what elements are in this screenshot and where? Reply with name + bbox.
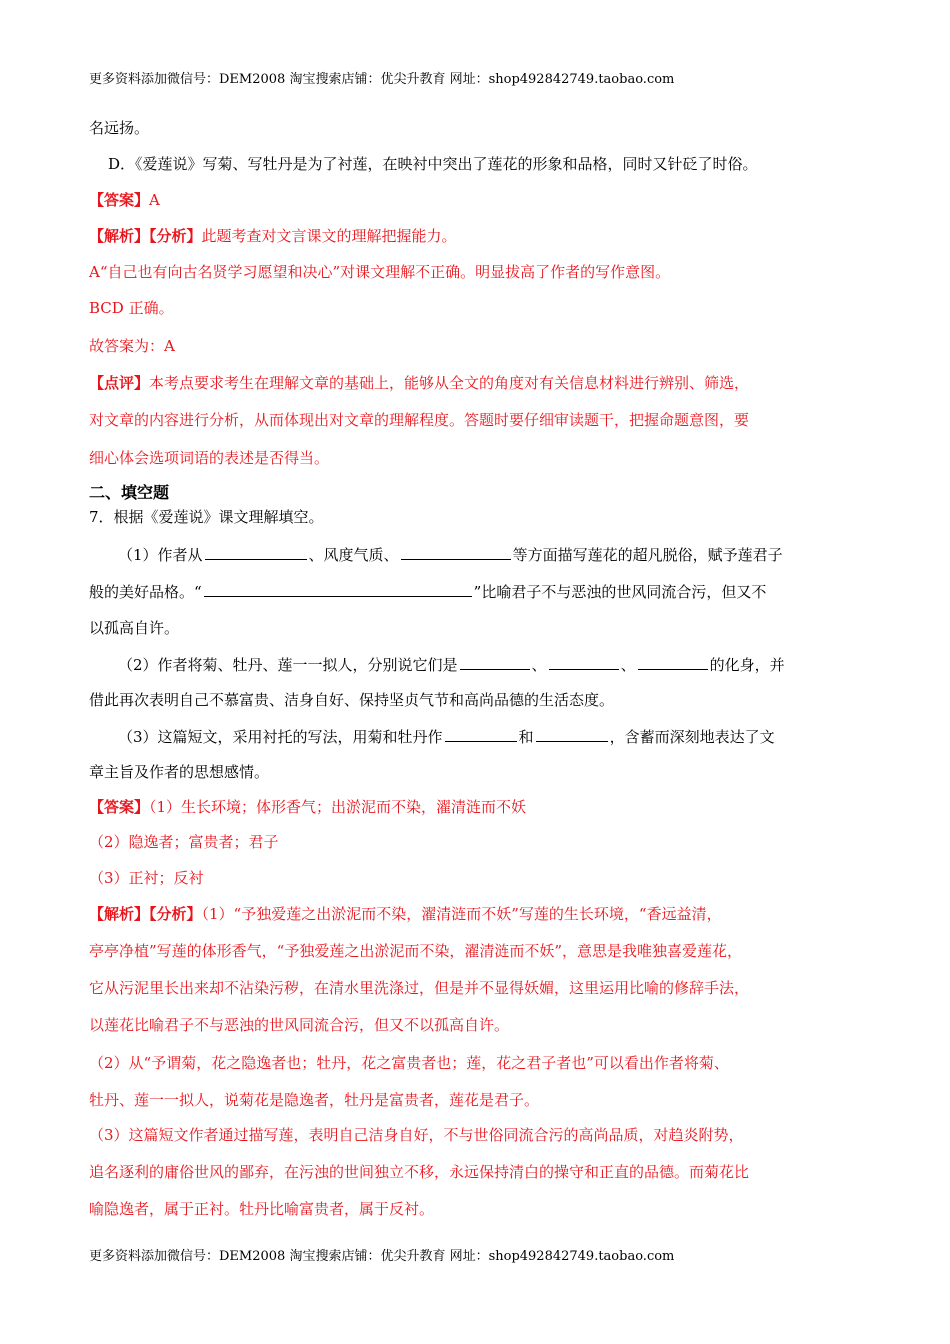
q7-answer-3: （3）正衬；反衬 xyxy=(89,869,204,887)
text: ，含蓄而深刻地表达了文 xyxy=(609,728,775,746)
text: 、 xyxy=(620,656,636,674)
q6-analysis xyxy=(89,226,457,246)
analysis-tag: 【解析】【分析】 xyxy=(89,905,202,923)
analysis-text: 此题考查对文言课文的理解把握能力。 xyxy=(201,227,457,245)
blank-7[interactable] xyxy=(445,726,517,742)
q7-analysis-2-2: 牡丹、莲一一拟人，说菊花是隐逸者，牡丹是富贵者，莲花是君子。 xyxy=(89,1091,540,1109)
q7-analysis-1-4: 以莲花比喻君子不与恶浊的世风同流合污，但又不以孤高自许。 xyxy=(89,1016,510,1034)
blank-3[interactable] xyxy=(204,581,472,597)
q7-answer-1 xyxy=(89,797,526,817)
q6-answer xyxy=(89,190,160,210)
page-footer: 更多资料添加微信号：DEM2008 淘宝搜索店铺：优尖升教育 网址：shop492842749.taobao.com xyxy=(89,1249,675,1264)
q7-analysis-1-3: 它从污泥里长出来却不沾染污秽，在清水里洗涤过，但是并不显得妖媚，这里运用比喻的修辞手法， xyxy=(89,979,750,997)
q6-comment-2: 对文章的内容进行分析，从而体现出对文章的理解程度。答题时要仔细审读题干，把握命题意图，要 xyxy=(89,411,750,429)
text: 等方面描写莲花的超凡脱俗，赋予莲君子 xyxy=(512,546,783,564)
blank-1[interactable] xyxy=(205,544,307,560)
text: 的化身，并 xyxy=(709,656,785,674)
page-header: 更多资料添加微信号：DEM2008 淘宝搜索店铺：优尖升教育 网址：shop492842749.taobao.com xyxy=(89,72,675,87)
q6-a-line: A“自己也有向古名贤学习愿望和决心”对课文理解不正确。明显拔高了作者的写作意图。 xyxy=(89,263,671,281)
text: 般的美好品格。“ xyxy=(89,583,202,601)
q7-analysis-3-1: （3）这篇短文作者通过描写莲，表明自己洁身自好，不与世俗同流合污的高尚品质，对趋炎附势， xyxy=(89,1126,744,1144)
blank-2[interactable] xyxy=(401,544,511,560)
q7-part3-line2: 章主旨及作者的思想感情。 xyxy=(89,763,270,781)
q7-analysis-3-2: 追名逐利的庸俗世风的鄙弃，在污浊的世间独立不移，永远保持清白的操守和正直的品德。而菊花比 xyxy=(89,1163,750,1181)
blank-4[interactable] xyxy=(460,654,530,670)
analysis-tag: 【解析】【分析】 xyxy=(89,227,202,245)
text: （1）作者从 xyxy=(118,546,203,564)
q6-conclusion: 故答案为：A xyxy=(89,337,175,355)
q6-comment-3: 细心体会选项词语的表述是否得当。 xyxy=(89,449,330,467)
q7-part1-line2 xyxy=(89,581,766,602)
q7-part1-line1 xyxy=(118,544,783,565)
blank-6[interactable] xyxy=(638,654,708,670)
q6-continuation: 名远扬。 xyxy=(89,119,150,137)
text: （3）这篇短文，采用衬托的写法，用菊和牡丹作 xyxy=(118,728,443,746)
section-title: 二、填空题 xyxy=(89,483,170,502)
comment-text: 本考点要求考生在理解文章的基础上，能够从全文的角度对有关信息材料进行辨别、筛选， xyxy=(149,374,750,392)
q6-option-d: D．《爱莲说》写菊、写牡丹是为了衬莲，在映衬中突出了莲花的形象和品格，同时又针砭了时俗。 xyxy=(108,155,758,173)
q7-part1-line3: 以孤高自许。 xyxy=(89,619,180,637)
text: 、 xyxy=(531,656,547,674)
q7-part3-line1 xyxy=(118,726,775,747)
text: （2）作者将菊、牡丹、莲一一拟人，分别说它们是 xyxy=(118,656,458,674)
q7-analysis-1-2: 亭亭净植”写莲的体形香气，“予独爱莲之出淤泥而不染，濯清涟而不妖”，意思是我唯独喜爱莲花， xyxy=(89,942,743,960)
blank-5[interactable] xyxy=(549,654,619,670)
comment-tag: 【点评】 xyxy=(89,374,150,392)
answer-text: （1）生长环境；体形香气；出淤泥而不染，濯清涟而不妖 xyxy=(149,798,527,816)
q7-part2-line1 xyxy=(118,654,785,675)
text: ”比喻君子不与恶浊的世风同流合污，但又不 xyxy=(473,583,767,601)
q6-comment-1 xyxy=(89,373,749,393)
text: 、风度气质、 xyxy=(308,546,399,564)
q7-analysis-2-1: （2）从“予谓菊，花之隐逸者也；牡丹，花之富贵者也；莲，花之君子者也”可以看出作者将菊、 xyxy=(89,1054,729,1072)
text: 和 xyxy=(518,728,534,746)
blank-8[interactable] xyxy=(536,726,608,742)
answer-value: A xyxy=(149,191,160,209)
q7-answer-2: （2）隐逸者；富贵者；君子 xyxy=(89,833,279,851)
answer-tag: 【答案】 xyxy=(89,191,150,209)
q7-analysis-1-1 xyxy=(89,904,722,924)
answer-tag: 【答案】 xyxy=(89,798,150,816)
analysis-text: （1）“予独爱莲之出淤泥而不染，濯清涟而不妖”写莲的生长环境，“香远益清， xyxy=(201,905,722,923)
q7-part2-line2: 借此再次表明自己不慕富贵、洁身自好、保持坚贞气节和高尚品德的生活态度。 xyxy=(89,691,615,709)
q7-analysis-3-3: 喻隐逸者，属于正衬。牡丹比喻富贵者，属于反衬。 xyxy=(89,1200,435,1218)
q7-stem: 7．根据《爱莲说》课文理解填空。 xyxy=(89,508,324,526)
q6-bcd: BCD 正确。 xyxy=(89,299,174,317)
